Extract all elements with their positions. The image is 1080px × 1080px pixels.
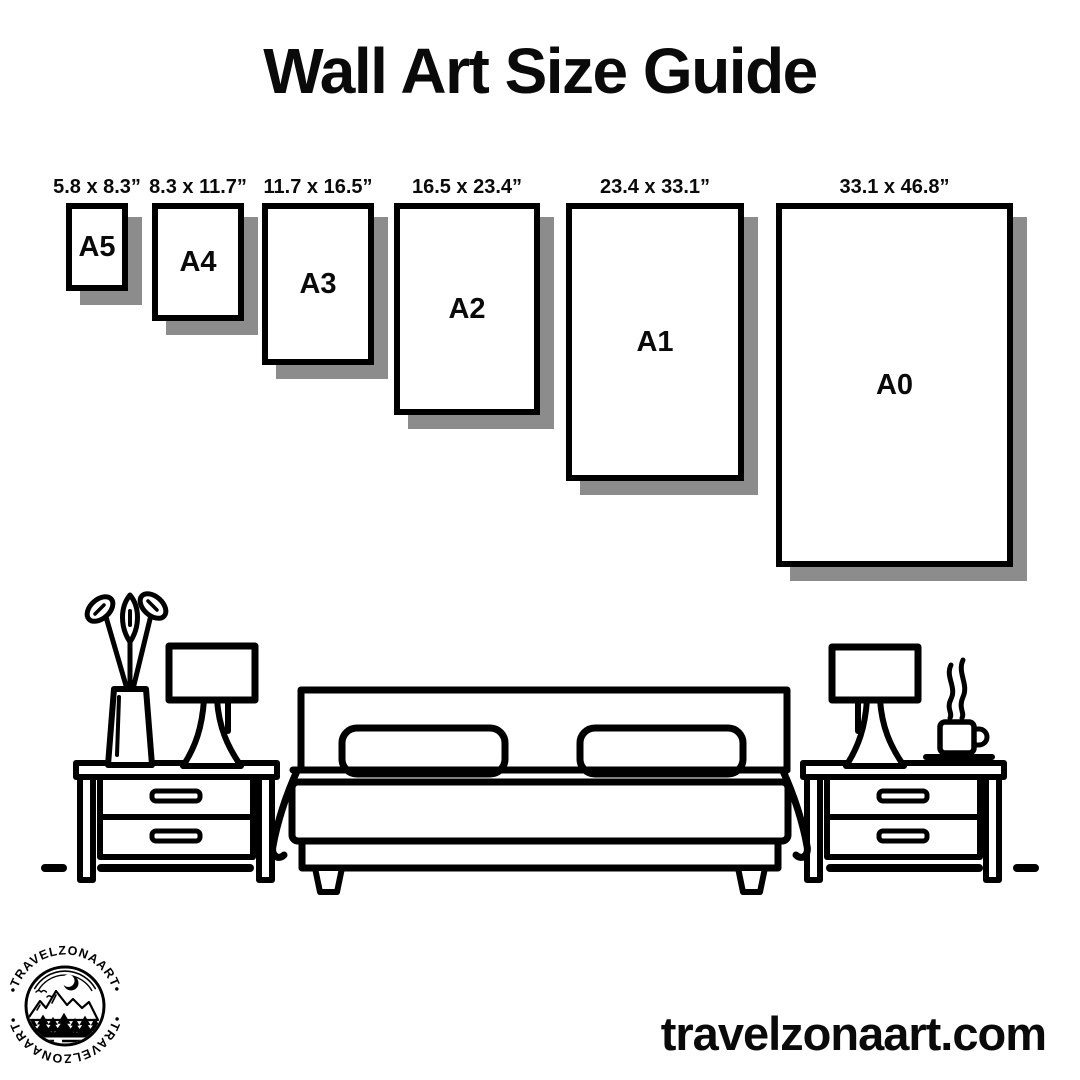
poster-a1 [566,176,744,481]
poster-a1-dimensions: 23.4 x 33.1” [599,176,711,198]
poster-a4-label: A4 [179,245,217,278]
poster-a0 [776,176,1013,567]
nightstand-left-icon [76,763,277,880]
page-title: Wall Art Size Guide [263,35,817,107]
website-url: travelzonaart.com [660,1007,1046,1060]
bed-icon [273,690,808,892]
brand-logo [0,940,130,1072]
nightstand-right-icon [803,763,1004,880]
poster-a2-dimensions: 16.5 x 23.4” [411,176,523,198]
poster-a3-dimensions: 11.7 x 16.5” [263,176,373,198]
logo-ring-text-top: •TRAVELZONAART• [5,943,125,995]
poster-a3-label: A3 [299,267,337,300]
poster-a4 [149,176,247,321]
table-lamp-right-icon [832,647,918,766]
mountain-scene [27,971,103,1049]
poster-a2-label: A2 [448,292,486,325]
poster-a5 [53,176,141,291]
poster-a5-label: A5 [78,230,116,263]
plant-vase-icon [82,589,170,765]
table-lamp-left-icon [169,646,255,766]
bedroom-illustration [0,585,1080,905]
logo-ring-text-bottom: •TRAVELZONAART• [5,1014,125,1066]
poster-a0-dimensions: 33.1 x 46.8” [839,176,950,198]
poster-a3 [262,176,374,365]
poster-a5-dimensions: 5.8 x 8.3” [53,176,141,198]
poster-a2 [394,176,540,415]
poster-a1-label: A1 [636,325,674,358]
coffee-cup-icon [926,660,992,757]
poster-a0-label: A0 [875,368,914,401]
poster-a4-dimensions: 8.3 x 11.7” [149,176,247,198]
